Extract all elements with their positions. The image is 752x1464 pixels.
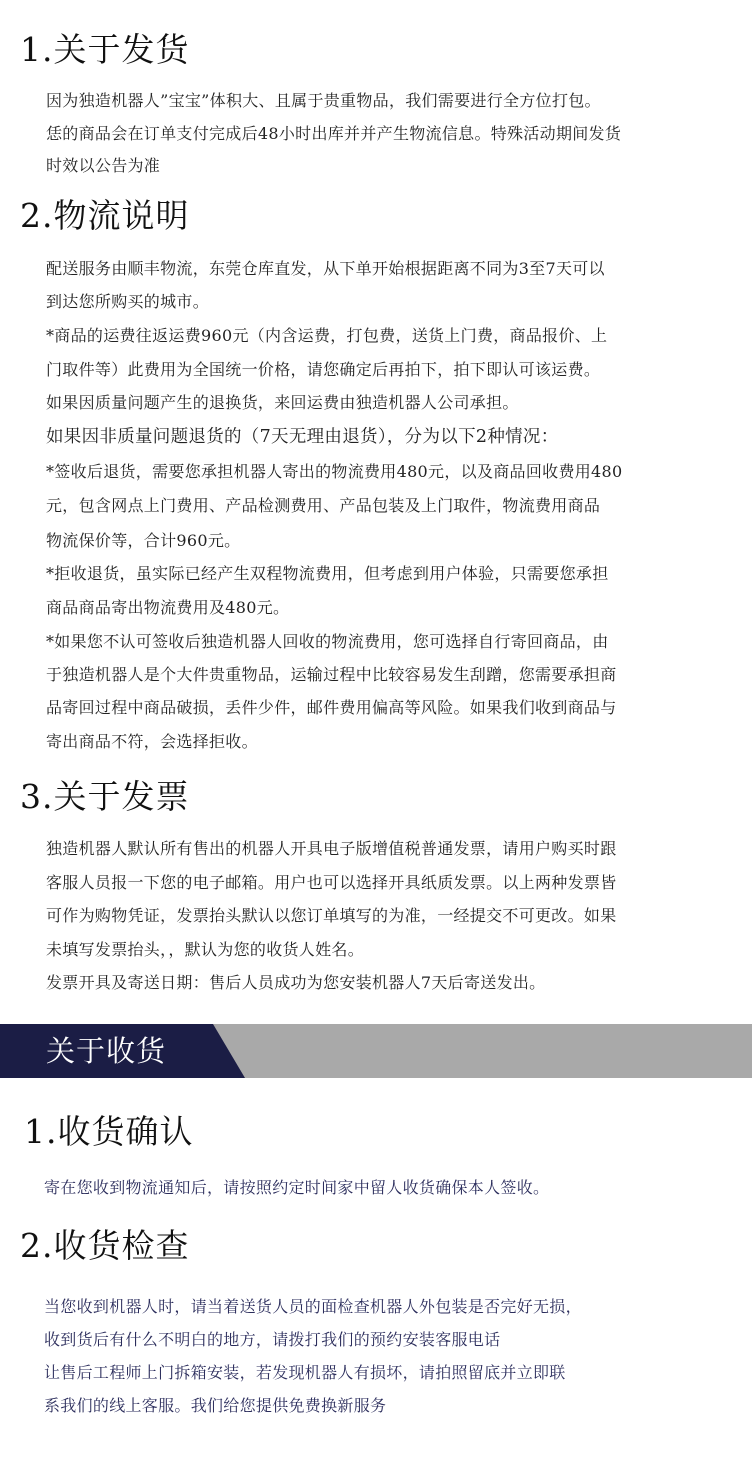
text-line: 客服人员报一下您的电子邮箱。用户也可以选择开具纸质发票。以上两种发票皆 xyxy=(46,873,617,892)
text-line: 元，包含网点上门费用、产品检测费用、产品包装及上门取件，物流费用商品 xyxy=(46,496,601,515)
text-line: 时效以公告为准 xyxy=(46,156,161,175)
text-line: 独造机器人默认所有售出的机器人开具电子版增值税普通发票，请用户购买时跟 xyxy=(46,839,617,858)
text-line: *拒收退货，虽实际已经产生双程物流费用，但考虑到用户体验，只需要您承担 xyxy=(46,564,609,583)
text-line: 如果因非质量问题退货的（7天无理由退货），分为以下2种情况： xyxy=(46,427,559,447)
text-line: 寄在您收到物流通知后，请按照约定时间家中留人收货确保本人签收。 xyxy=(44,1178,550,1197)
text-line: 未填写发票抬头，，默认为您的收货人姓名。 xyxy=(46,940,365,959)
text-line: 因为独造机器人”宝宝”体积大、且属于贵重物品，我们需要进行全方位打包。 xyxy=(46,91,601,110)
section-heading-invoice: 3.关于发票 xyxy=(20,777,190,816)
text-line: 如果因质量问题产生的退换货，来回运费由独造机器人公司承担。 xyxy=(46,393,519,412)
section-heading-receipt-confirm: 1.收货确认 xyxy=(24,1112,194,1151)
text-line: *如果您不认可签收后独造机器人回收的物流费用，您可选择自行寄回商品，由 xyxy=(46,632,609,651)
text-line: *签收后退货，需要您承担机器人寄出的物流费用480元，以及商品回收费用480 xyxy=(46,462,623,481)
text-line: 让售后工程师上门拆箱安装，若发现机器人有损坏，请拍照留底并立即联 xyxy=(44,1363,566,1382)
text-line: 于独造机器人是个大件贵重物品，运输过程中比较容易发生刮蹭，您需要承担商 xyxy=(46,665,617,684)
text-line: 到达您所购买的城市。 xyxy=(46,292,210,311)
text-line: *商品的运费往返运费960元（内含运费，打包费，送货上门费，商品报价、上 xyxy=(46,326,608,345)
text-line: 当您收到机器人时，请当着送货人员的面检查机器人外包装是否完好无损， xyxy=(44,1297,582,1316)
text-line: 配送服务由顺丰物流，东莞仓库直发，从下单开始根据距离不同为3至7天可以 xyxy=(46,259,605,278)
text-line: 商品商品寄出物流费用及480元。 xyxy=(46,598,290,617)
text-line: 品寄回过程中商品破损，丢件少件，邮件费用偏高等风险。如果我们收到商品与 xyxy=(46,698,617,717)
text-line: 物流保价等，合计960元。 xyxy=(46,531,241,550)
text-line: 门取件等）此费用为全国统一价格，请您确定后再拍下，拍下即认可该运费。 xyxy=(46,360,601,379)
text-line: 发票开具及寄送日期：售后人员成功为您安装机器人7天后寄送发出。 xyxy=(46,973,546,992)
banner-title: 关于收货 xyxy=(46,1034,167,1068)
section-heading-shipping: 1.关于发货 xyxy=(20,30,190,69)
section-heading-receipt-check: 2.收货检查 xyxy=(20,1226,190,1265)
text-line: 寄出商品不符，会选择拒收。 xyxy=(46,732,258,751)
text-line: 可作为购物凭证，发票抬头默认以您订单填写的为准，一经提交不可更改。如果 xyxy=(46,906,617,925)
text-line: 系我们的线上客服。我们给您提供免费换新服务 xyxy=(44,1396,387,1415)
section-heading-logistics: 2.物流说明 xyxy=(20,196,190,235)
text-line: 收到货后有什么不明白的地方，请拨打我们的预约安装客服电话 xyxy=(44,1330,501,1349)
text-line: 恁的商品会在订单支付完成后48小时出库并并产生物流信息。特殊活动期间发货 xyxy=(46,124,622,143)
